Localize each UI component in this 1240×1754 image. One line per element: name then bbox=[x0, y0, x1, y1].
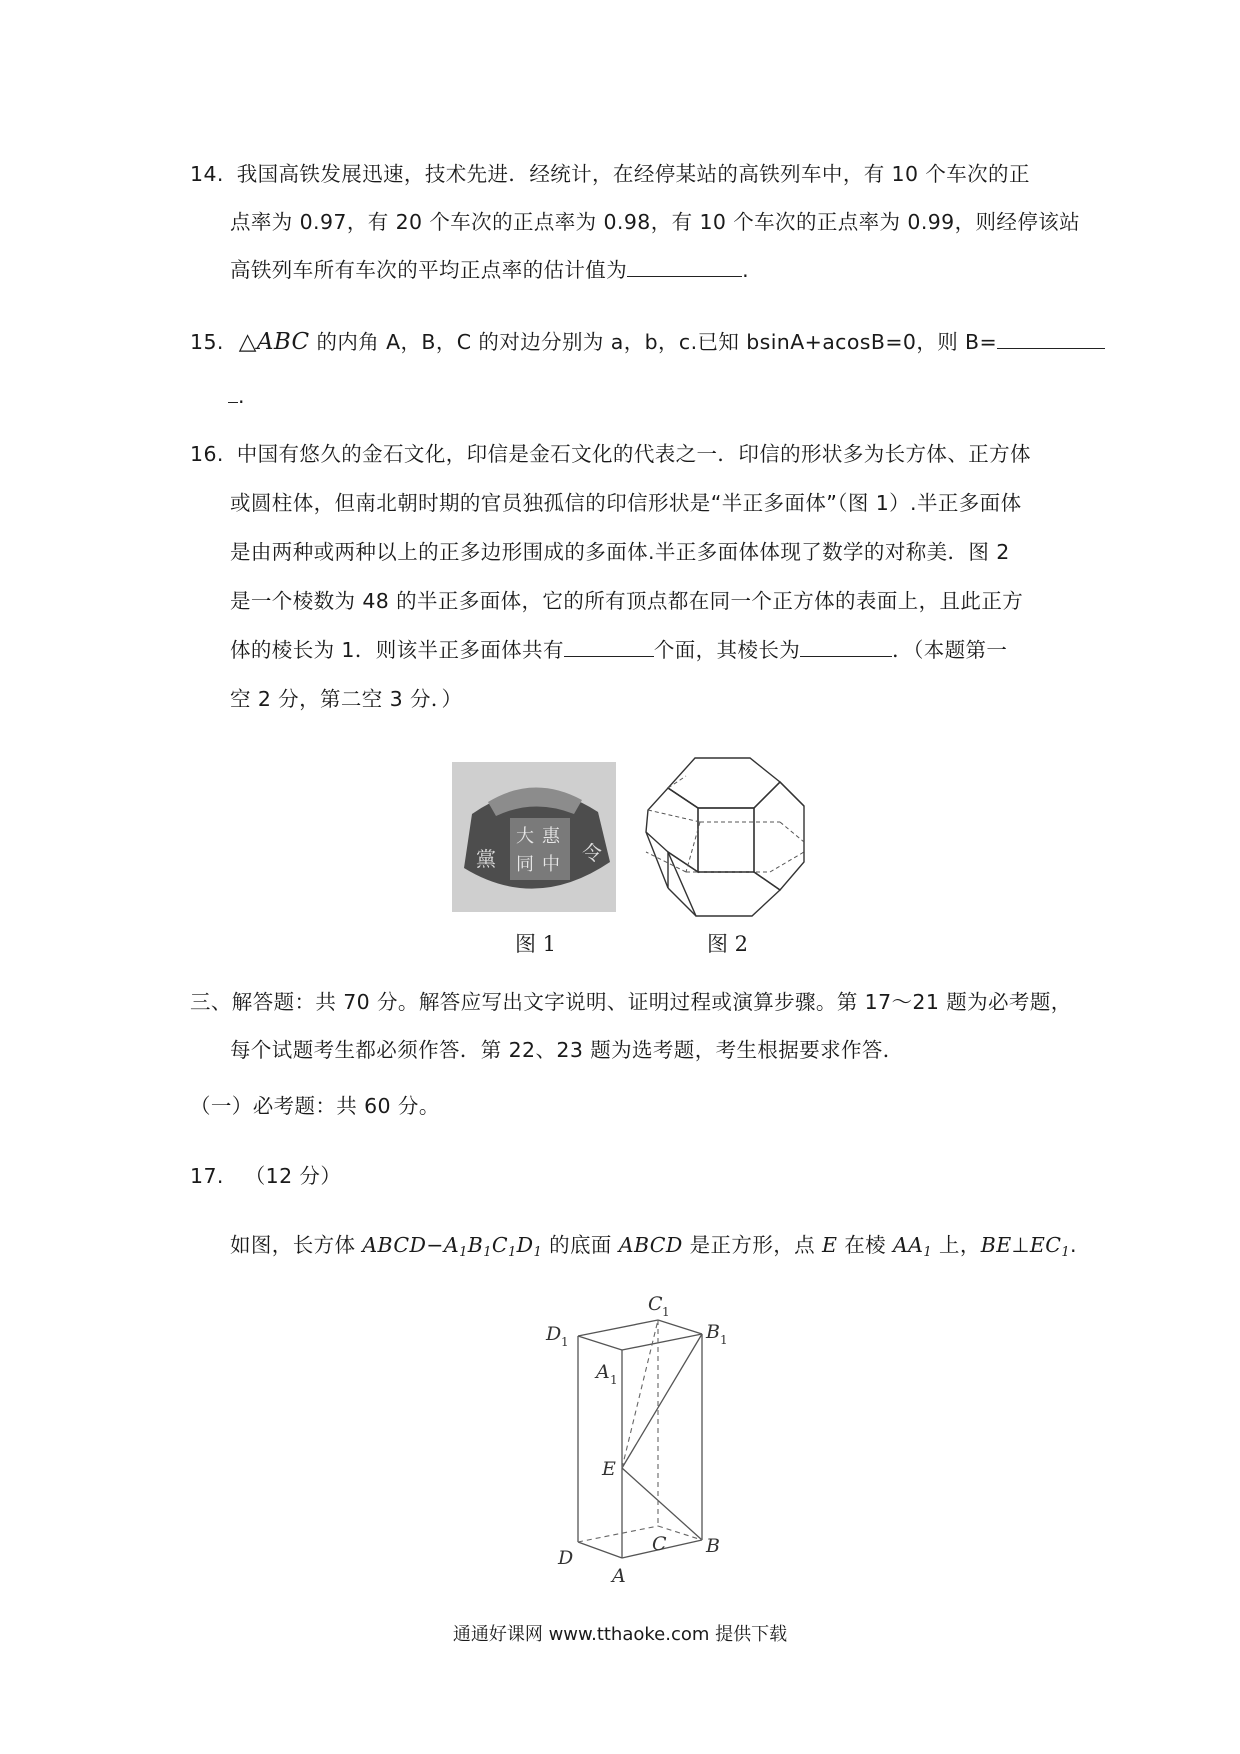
q14-line-1 bbox=[190, 160, 1030, 188]
q17-text-2: 是正方形，点 bbox=[682, 1233, 822, 1257]
polyhedron-solid-edges bbox=[646, 758, 804, 916]
q14-end: . bbox=[742, 258, 750, 282]
q16-line-4: 是一个棱数为 48 的半正多面体，它的所有顶点都在同一个正方体的表面上，且此正方 bbox=[230, 589, 1024, 613]
page-footer: 通通好课网 www.tthaoke.com 提供下载 bbox=[452, 1624, 788, 1645]
label-b1-sub: 1 bbox=[720, 1333, 728, 1347]
q17-heading bbox=[190, 1162, 341, 1190]
q15-triangle: △ABC bbox=[238, 329, 310, 355]
q17-prefix: 如图，长方体 bbox=[230, 1233, 363, 1257]
q16-text-5b: 个面，其棱长为 bbox=[653, 638, 801, 662]
q14-number: 14. bbox=[190, 162, 224, 186]
q15-blank-tail bbox=[228, 382, 238, 403]
q16-blank-2[interactable] bbox=[800, 636, 892, 657]
q16-line-6: 空 2 分，第二空 3 分．） bbox=[230, 687, 463, 711]
q17-ec1: $EC_1$ bbox=[1029, 1233, 1071, 1260]
label-b1: B bbox=[706, 1321, 720, 1343]
section3-line-2: 每个试题考生都必须作答．第 22、23 题为选考题，考生根据要求作答． bbox=[230, 1038, 904, 1062]
seal-char-6: 黨 bbox=[476, 847, 496, 871]
label-c1: C bbox=[648, 1293, 663, 1315]
edge-e-b bbox=[622, 1468, 702, 1540]
label-d: D bbox=[558, 1547, 574, 1569]
q17-perp: ⊥ bbox=[1011, 1233, 1030, 1257]
q17-period: . bbox=[1070, 1233, 1077, 1257]
q17-edge-aa1: $AA_1$ bbox=[892, 1233, 933, 1260]
seal-photo-figure bbox=[452, 762, 616, 912]
cuboid-figure bbox=[540, 1290, 740, 1590]
fig1-caption: 图 1 bbox=[515, 932, 557, 956]
q16-line-2: 或圆柱体，但南北朝时期的官员独孤信的印信形状是“半正多面体”（图 1）.半正多面体 bbox=[230, 491, 1022, 515]
fig2-caption: 图 2 bbox=[707, 932, 749, 956]
q14-text-3: 高铁列车所有车次的平均正点率的估计值为 bbox=[230, 258, 628, 282]
q17-mid: 的底面 bbox=[542, 1233, 619, 1257]
q17-base: ABCD bbox=[618, 1233, 683, 1257]
seal-char-3: 同 bbox=[516, 854, 534, 875]
label-c: C bbox=[652, 1533, 667, 1555]
label-a: A bbox=[612, 1565, 626, 1587]
label-a1-sub: 1 bbox=[610, 1373, 618, 1387]
seal-char-5: 令 bbox=[582, 841, 602, 865]
q16-line-3: 是由两种或两种以上的正多边形围成的多面体.半正多面体体现了数学的对称美．图 2 bbox=[230, 540, 1010, 564]
q16-blank-1[interactable] bbox=[564, 636, 654, 657]
label-e: E bbox=[602, 1458, 616, 1480]
q14-answer-blank[interactable] bbox=[627, 256, 742, 277]
label-c1-sub: 1 bbox=[662, 1305, 670, 1319]
seal-char-2: 惠 bbox=[542, 826, 560, 847]
q17-score: （12 分） bbox=[244, 1164, 342, 1188]
edge-e-c1 bbox=[622, 1320, 658, 1468]
q17-text-4: 上， bbox=[932, 1233, 981, 1257]
label-d1-sub: 1 bbox=[561, 1335, 569, 1349]
q15-answer-blank[interactable] bbox=[997, 328, 1105, 349]
q15-line-2 bbox=[228, 382, 245, 410]
q17-text-3: 在棱 bbox=[837, 1233, 893, 1257]
q14-line-2: 点率为 0.97，有 20 个车次的正点率为 0.98，有 10 个车次的正点率为 0.99，则经停该站 bbox=[230, 210, 1081, 234]
seal-char-4: 中 bbox=[542, 854, 560, 875]
q17-number: 17. bbox=[190, 1164, 224, 1188]
q16-line-5 bbox=[230, 636, 1007, 664]
edge-e-b1 bbox=[622, 1334, 702, 1468]
q14-line-3 bbox=[230, 256, 749, 284]
q15-line-1 bbox=[190, 328, 1105, 356]
q17-be: BE bbox=[980, 1233, 1012, 1257]
q17-statement bbox=[230, 1231, 1077, 1267]
q16-text-5c: ．（本题第一 bbox=[892, 638, 1008, 662]
q16-text-1: 中国有悠久的金石文化，印信是金石文化的代表之一．印信的形状多为长方体、正方体 bbox=[236, 442, 1031, 466]
q16-line-1 bbox=[190, 440, 1031, 468]
section3-subheading: （一）必考题：共 60 分。 bbox=[190, 1094, 440, 1118]
label-a1: A bbox=[596, 1361, 610, 1383]
q15-number: 15. bbox=[190, 330, 224, 354]
q16-text-5a: 体的棱长为 1．则该半正多面体共有 bbox=[230, 638, 564, 662]
polyhedron-figure bbox=[640, 752, 810, 922]
q17-point-e: E bbox=[821, 1233, 838, 1257]
seal-char-1: 大 bbox=[516, 826, 534, 847]
label-d1: D bbox=[546, 1323, 562, 1345]
cuboid-solid-edges bbox=[578, 1320, 702, 1558]
q14-text-1: 我国高铁发展迅速，技术先进．经统计，在经停某站的高铁列车中，有 10 个车次的正 bbox=[236, 162, 1030, 186]
q15-end: . bbox=[238, 384, 245, 408]
q15-text: 的内角 A，B，C 的对边分别为 a，b，c.已知 bsinA+acosB=0，则 B= bbox=[316, 330, 998, 354]
section3-line-1: 三、解答题：共 70 分。解答应写出文字说明、证明过程或演算步骤。第 17～21 题为必考题， bbox=[190, 990, 1072, 1014]
cuboid-hidden-edges bbox=[578, 1320, 702, 1542]
q17-box-name: $ABCD-A_1B_1C_1D_1$ bbox=[362, 1233, 543, 1260]
q16-number: 16. bbox=[190, 442, 224, 466]
label-b: B bbox=[706, 1535, 720, 1557]
